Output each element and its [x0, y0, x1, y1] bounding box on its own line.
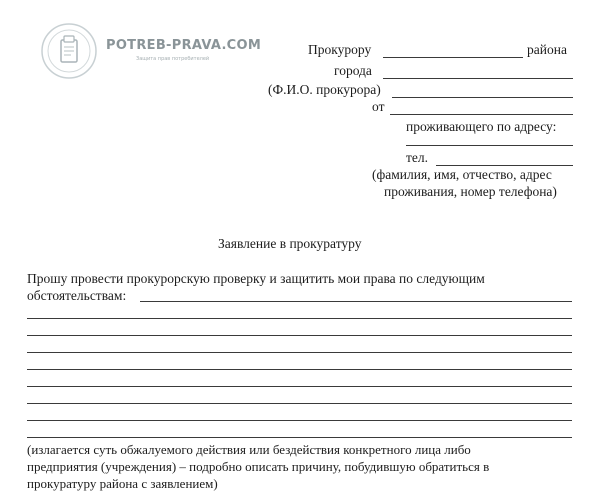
district-label: района	[527, 42, 567, 57]
phone-line	[436, 165, 573, 166]
brand-tagline: Защита прав потребителей	[136, 56, 210, 62]
circumstances-line-9	[27, 437, 572, 438]
city-line	[383, 78, 573, 79]
circumstances-line-2	[27, 318, 572, 319]
phone-label: тел.	[406, 150, 429, 165]
explanation-note-line1: (излагается суть обжалуемого действия или бездействия конкретного лица либо	[27, 442, 471, 457]
explanation-note-line3: прокуратуру района с заявлением)	[27, 476, 218, 491]
district-name-line	[383, 57, 523, 58]
applicant-note-line1: (фамилия, имя, отчество, адрес	[372, 167, 552, 182]
circumstances-line-4	[27, 352, 572, 353]
circumstances-line-1	[140, 301, 572, 302]
circumstances-line-6	[27, 386, 572, 387]
circumstances-line-5	[27, 369, 572, 370]
applicant-name-line	[390, 114, 573, 115]
circumstances-line-3	[27, 335, 572, 336]
address-line	[406, 145, 573, 146]
request-text-line1: Прошу провести прокурорскую проверку и защитить мои права по следующим	[27, 271, 485, 286]
logo-emblem-icon	[40, 22, 98, 80]
prosecutor-name-line	[392, 97, 573, 98]
to-prosecutor-label: Прокурору	[308, 42, 372, 57]
explanation-note-line2: предприятия (учреждения) – подробно описать причину, побудившую обратиться в	[27, 459, 490, 474]
circumstances-line-7	[27, 403, 572, 404]
circumstances-line-8	[27, 420, 572, 421]
city-label: города	[334, 63, 372, 78]
from-label: от	[372, 99, 385, 114]
residing-label: проживающего по адресу:	[406, 119, 557, 134]
applicant-note-line2: проживания, номер телефона)	[384, 184, 557, 199]
site-logo	[40, 22, 98, 80]
request-text-line2: обстоятельствам:	[27, 288, 127, 303]
document-title: Заявление в прокуратуру	[218, 236, 362, 251]
fio-prosecutor-label: (Ф.И.О. прокурора)	[268, 82, 381, 97]
brand-name[interactable]: POTREB-PRAVA.COM	[106, 38, 262, 53]
